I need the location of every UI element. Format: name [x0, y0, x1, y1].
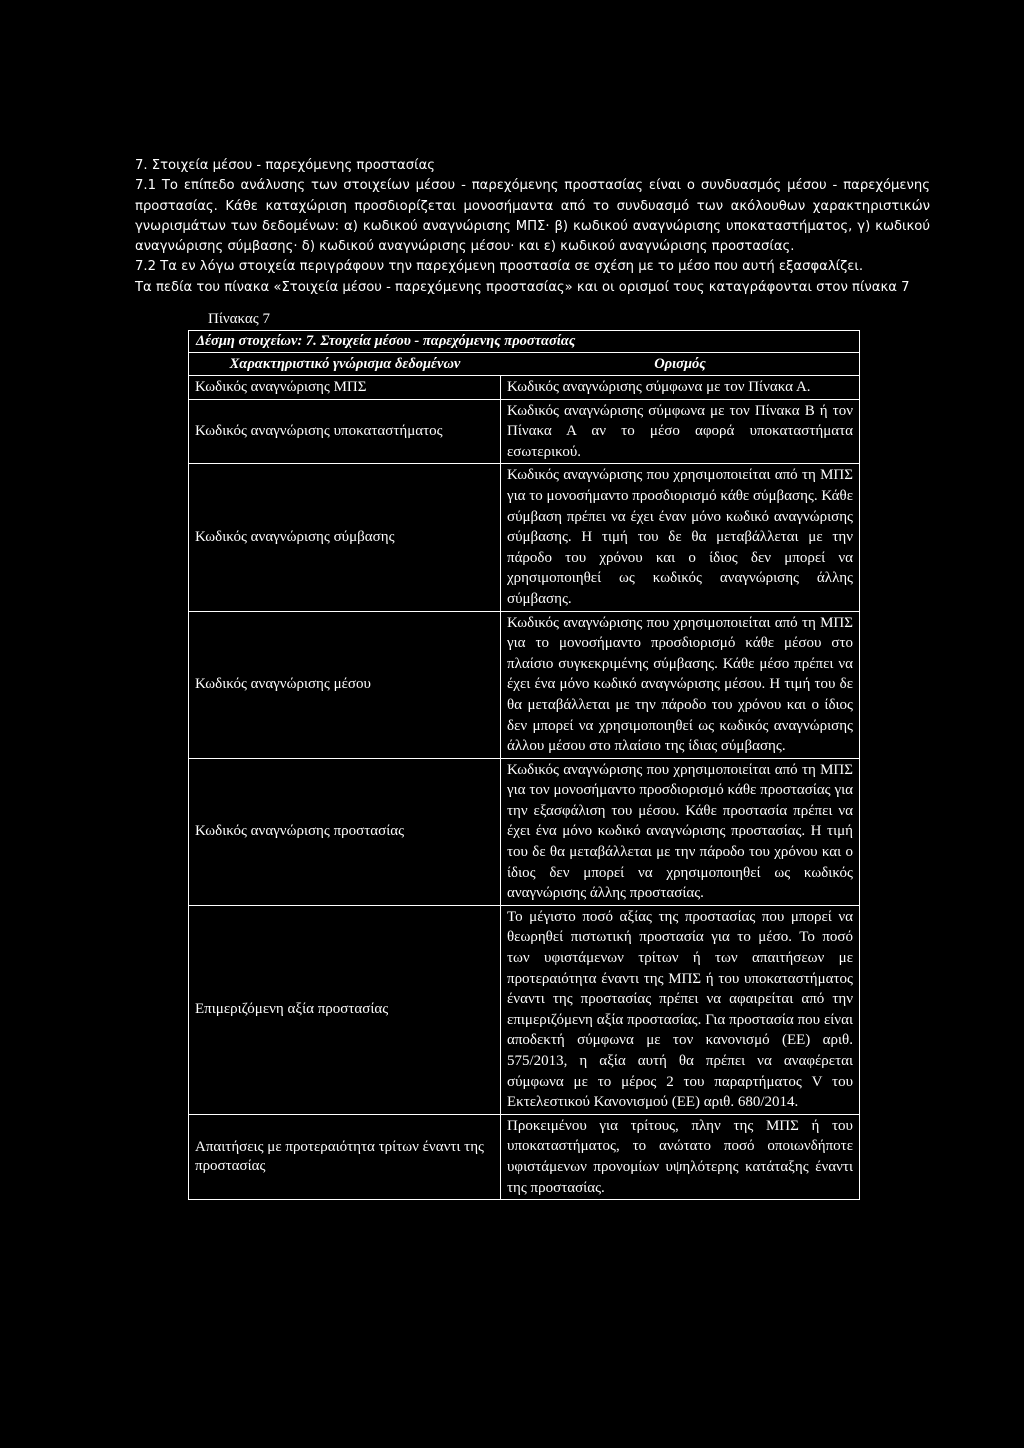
table-row	[189, 758, 859, 905]
table-header-row	[189, 353, 859, 376]
column-header-definition: Ορισμός	[654, 356, 706, 372]
attribute-cell: Κωδικός αναγνώρισης προστασίας	[189, 759, 501, 905]
column-header-attribute: Χαρακτηριστικό γνώρισμα δεδομένων	[229, 356, 461, 372]
table-row	[189, 399, 859, 464]
section-text	[118, 156, 930, 298]
table-body	[189, 376, 859, 1199]
attribute-cell: Κωδικός αναγνώρισης σύμβασης	[189, 464, 501, 610]
attribute-cell: Κωδικός αναγνώρισης ΜΠΣ	[189, 376, 501, 399]
table-row	[189, 463, 859, 610]
data-set-title: Δέσμη στοιχείων: 7. Στοιχεία μέσου - παρεχόμενης προστασίας	[189, 331, 859, 353]
paragraph-7-3: Τα πεδία του πίνακα «Στοιχεία μέσου - παρεχόμενης προστασίας» και οι ορισμοί τους καταγράφονται στον πίνακα 7	[135, 279, 910, 295]
definition-cell: Κωδικός αναγνώρισης σύμφωνα με τον Πίνακα Α.	[507, 379, 811, 395]
attribute-cell: Κωδικός αναγνώρισης μέσου	[189, 612, 501, 758]
paragraph-7-1: 7.1 Το επίπεδο ανάλυσης των στοιχείων μέσου - παρεχόμενης προστασίας είναι ο συνδυασμός μέσου - παρεχόμενης προστασίας. Κάθε καταχώριση προσδιορίζεται μονοσήμαντα από το συνδυασμό των ακόλουθων χαρακτηριστικών γνωρισμάτων των δεδομένων: α) κωδικού αναγνώρισης ΜΠΣ· β) κωδικού αναγνώρισης υποκαταστήματος, γ) κωδικού αναγνώρισης σύμβασης· δ) κωδικού αναγνώρισης μέσου· και ε) κωδικού αναγνώρισης προστασίας.	[135, 178, 930, 255]
definition-cell: Το μέγιστο ποσό αξίας της προστασίας που μπορεί να θεωρηθεί πιστωτική προστασία για το μέσο. Το ποσό των υφιστάμενων τρίτων ή των απαιτήσεων με προτεραιότητα έναντι της ΜΠΣ ή του υποκαταστήματος έναντι της προστασίας πρέπει να αφαιρείται από την επιμεριζόμενη αξία προστασίας. Για προστασία που είναι αποδεκτή σύμφωνα με τον κανονισμό (ΕΕ) αριθ. 575/2013, η αξία αυτή θα πρέπει να αναφέρεται σύμφωνα με το μέρος 2 του παραρτήματος V του Εκτελεστικού Κανονισμού (ΕΕ) αριθ. 680/2014.	[507, 908, 853, 1111]
table-caption: Πίνακας 7	[208, 311, 270, 327]
definition-cell: Κωδικός αναγνώρισης που χρησιμοποιείται από τη ΜΠΣ για τον μονοσήμαντο προσδιορισμό κάθε προστασίας για την εξασφάλιση του μέσου. Κάθε προστασία πρέπει να έχει ένα μόνο κωδικό αναγνώρισης προστασίας. Η τιμή του δε θα μεταβάλλεται με την πάροδο του χρόνου και ο ίδιος δεν μπορεί να χρησιμοποιηθεί ως κωδικός αναγνώρισης άλλης προστασίας.	[507, 761, 853, 902]
paragraph-7-2: 7.2 Τα εν λόγω στοιχεία περιγράφουν την παρεχόμενη προστασία σε σχέση με το μέσο που αυτή εξασφαλίζει.	[135, 259, 864, 275]
section-heading: 7. Στοιχεία μέσου - παρεχόμενης προστασίας	[135, 158, 436, 173]
table-row	[189, 905, 859, 1114]
table-row	[189, 1114, 859, 1199]
table-row	[189, 611, 859, 758]
definition-cell: Προκειμένου για τρίτους, πλην της ΜΠΣ ή του υποκαταστήματος, το ανώτατο ποσό οποιωνδήποτε υφιστάμενων προνομίων υψηλότερης κατάταξης έναντι της προστασίας.	[507, 1117, 853, 1196]
definition-cell: Κωδικός αναγνώρισης που χρησιμοποιείται από τη ΜΠΣ για το μονοσήμαντο προσδιορισμό κάθε σύμβασης. Κάθε σύμβαση πρέπει να έχει έναν μόνο κωδικό αναγνώρισης σύμβασης. Η τιμή του δε θα μεταβάλλεται με την πάροδο του χρόνου και ο ίδιος δεν μπορεί να χρησιμοποιηθεί ως κωδικός αναγνώρισης άλλης σύμβασης.	[507, 467, 853, 607]
definition-cell: Κωδικός αναγνώρισης σύμφωνα με τον Πίνακα Β ή τον Πίνακα Α αν το μέσο αφορά υποκαταστήματα εσωτερικού.	[507, 402, 853, 460]
table-row	[189, 376, 859, 399]
attribute-cell: Επιμεριζόμενη αξία προστασίας	[189, 906, 501, 1114]
data-table	[188, 330, 860, 1200]
attribute-cell: Απαιτήσεις με προτεραιότητα τρίτων έναντι της προστασίας	[189, 1115, 501, 1199]
definition-cell: Κωδικός αναγνώρισης που χρησιμοποιείται από τη ΜΠΣ για το μονοσήμαντο προσδιορισμό κάθε μέσου στο πλαίσιο συγκεκριμένης σύμβασης. Κάθε μέσο πρέπει να έχει ένα μόνο κωδικό αναγνώρισης μέσου. Η τιμή του δε θα μεταβάλλεται με την πάροδο του χρόνου και ο ίδιος δεν μπορεί να χρησιμοποιηθεί ως κωδικός αναγνώρισης άλλου μέσου στο πλαίσιο της ίδιας σύμβασης.	[507, 614, 853, 755]
attribute-cell: Κωδικός αναγνώρισης υποκαταστήματος	[189, 400, 501, 464]
